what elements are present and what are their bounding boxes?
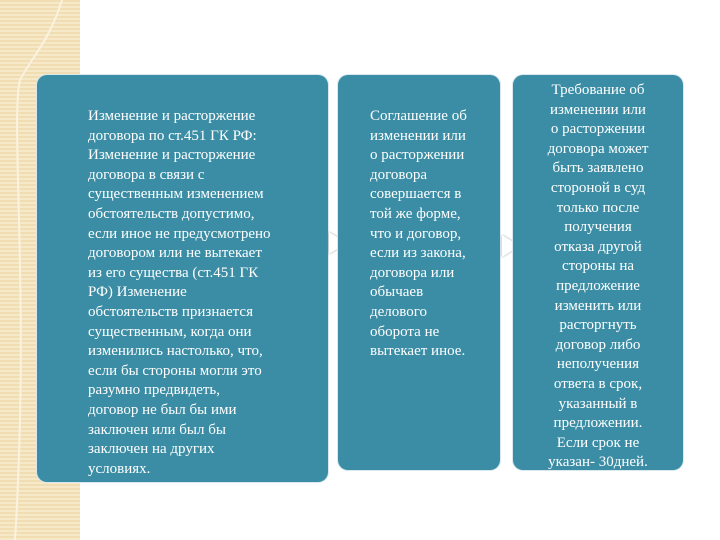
agreement-form-box xyxy=(338,75,500,470)
agreement-form-text: Соглашение об изменении или о расторжении договора совершается в той же форме, что и договор, если из закона, договора или обычаев делового оборота не вытекает иное. xyxy=(370,108,467,360)
article-451-text: Изменение и расторжение договора по ст.451 ГК РФ: Изменение и расторжение договора в связи с существенным изменением обстоятельств допустимо, если иное не предусмотрено договором или не вытекает из его существа (ст.451 ГК РФ) Изменение обстоятельств признается существенным, когда они изменились настолько, что, если бы стороны могли это разумно предвидеть, договор не был бы ими заключен или был бы заключен на других условиях. xyxy=(88,108,271,477)
court-claim-box xyxy=(513,75,683,470)
court-claim-text: Требование об изменении или о расторжении договора может быть заявлено стороной в суд только после получения отказа другой стороны на предложение изменить или расторгнуть договор либо неполучения ответа в срок, указанный в предложении. Если срок не указан- 30дней. xyxy=(547,82,649,471)
article-451-box xyxy=(37,75,328,482)
